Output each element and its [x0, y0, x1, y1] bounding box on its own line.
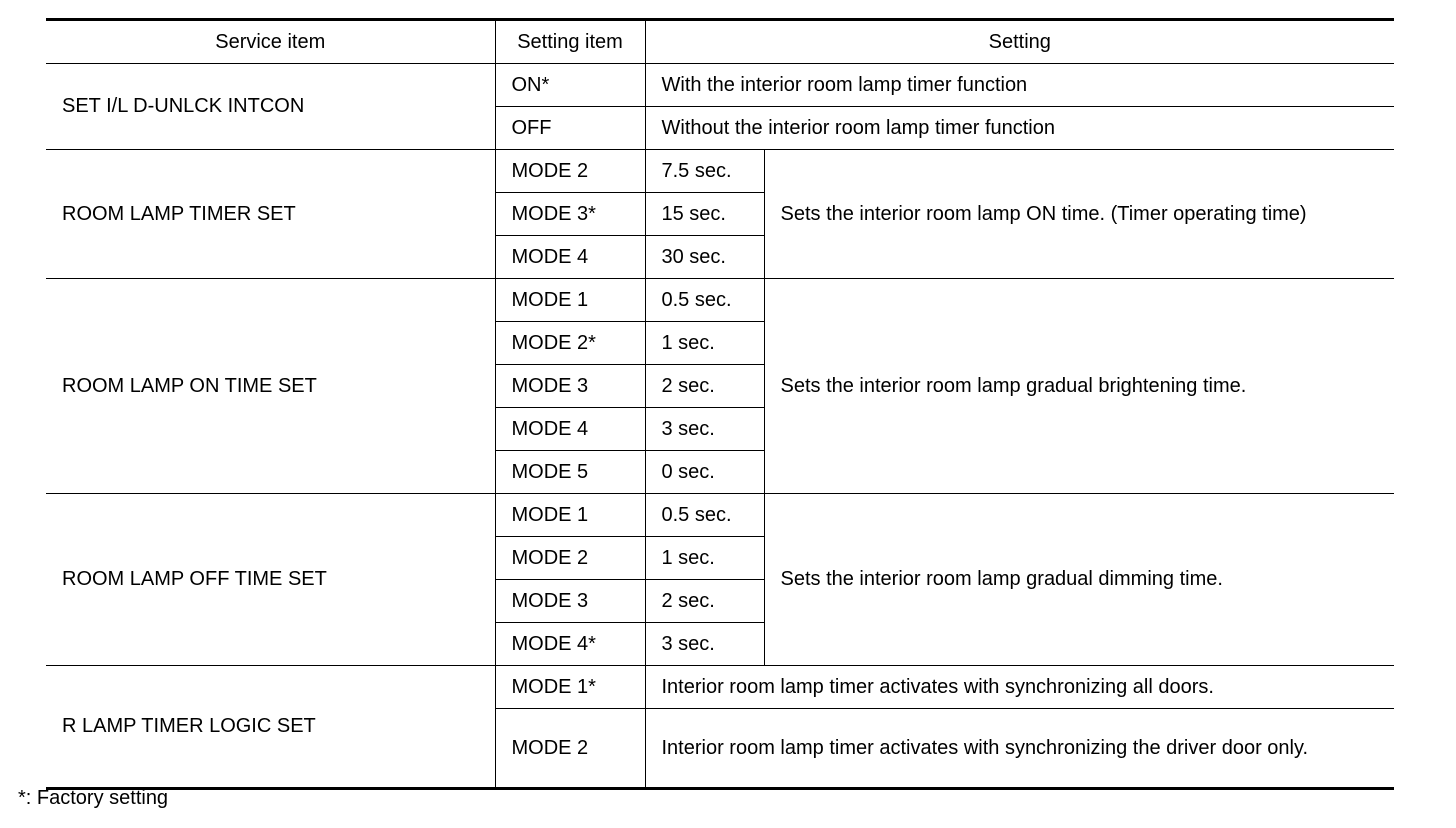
header-setting-item: Setting item — [495, 20, 645, 64]
value-cell: 0 sec. — [645, 451, 764, 494]
setting-item-cell: OFF — [495, 107, 645, 150]
value-cell: 3 sec. — [645, 408, 764, 451]
setting-item-cell: ON* — [495, 64, 645, 107]
value-cell: 3 sec. — [645, 623, 764, 666]
setting-cell: Without the interior room lamp timer function — [645, 107, 1394, 150]
value-cell: 1 sec. — [645, 537, 764, 580]
value-cell: 0.5 sec. — [645, 494, 764, 537]
service-item-cell: SET I/L D-UNLCK INTCON — [46, 64, 495, 150]
value-cell: 2 sec. — [645, 580, 764, 623]
setting-item-cell: MODE 2* — [495, 322, 645, 365]
description-cell: Sets the interior room lamp gradual dimming time. — [764, 494, 1394, 666]
service-item-cell: ROOM LAMP OFF TIME SET — [46, 494, 495, 666]
value-cell: 30 sec. — [645, 236, 764, 279]
table-row — [46, 64, 1394, 107]
service-settings-table — [46, 18, 1394, 790]
setting-cell: Interior room lamp timer activates with synchronizing all doors. — [645, 666, 1394, 709]
setting-item-cell: MODE 4 — [495, 408, 645, 451]
setting-cell: Interior room lamp timer activates with synchronizing the driver door only. — [645, 709, 1394, 789]
description-cell: Sets the interior room lamp ON time. (Timer operating time) — [764, 150, 1394, 279]
value-cell: 1 sec. — [645, 322, 764, 365]
header-setting: Setting — [645, 20, 1394, 64]
value-cell: 2 sec. — [645, 365, 764, 408]
service-item-cell: R LAMP TIMER LOGIC SET — [46, 666, 495, 789]
value-cell: 7.5 sec. — [645, 150, 764, 193]
setting-item-cell: MODE 3 — [495, 580, 645, 623]
setting-item-cell: MODE 5 — [495, 451, 645, 494]
factory-setting-footnote: *: Factory setting — [18, 787, 169, 809]
setting-item-cell: MODE 2 — [495, 537, 645, 580]
setting-item-cell: MODE 4* — [495, 623, 645, 666]
table-row — [46, 494, 1394, 537]
service-item-cell: ROOM LAMP TIMER SET — [46, 150, 495, 279]
setting-item-cell: MODE 1 — [495, 494, 645, 537]
setting-item-cell: MODE 3 — [495, 365, 645, 408]
setting-item-cell: MODE 2 — [495, 150, 645, 193]
setting-item-cell: MODE 2 — [495, 709, 645, 789]
table-row — [46, 150, 1394, 193]
header-service-item: Service item — [46, 20, 495, 64]
header-row — [46, 20, 1394, 64]
value-cell: 15 sec. — [645, 193, 764, 236]
setting-cell: With the interior room lamp timer function — [645, 64, 1394, 107]
table-row — [46, 666, 1394, 709]
service-item-cell: ROOM LAMP ON TIME SET — [46, 279, 495, 494]
setting-item-cell: MODE 4 — [495, 236, 645, 279]
description-cell: Sets the interior room lamp gradual brightening time. — [764, 279, 1394, 494]
setting-item-cell: MODE 1* — [495, 666, 645, 709]
setting-item-cell: MODE 3* — [495, 193, 645, 236]
setting-item-cell: MODE 1 — [495, 279, 645, 322]
table-row — [46, 279, 1394, 322]
value-cell: 0.5 sec. — [645, 279, 764, 322]
